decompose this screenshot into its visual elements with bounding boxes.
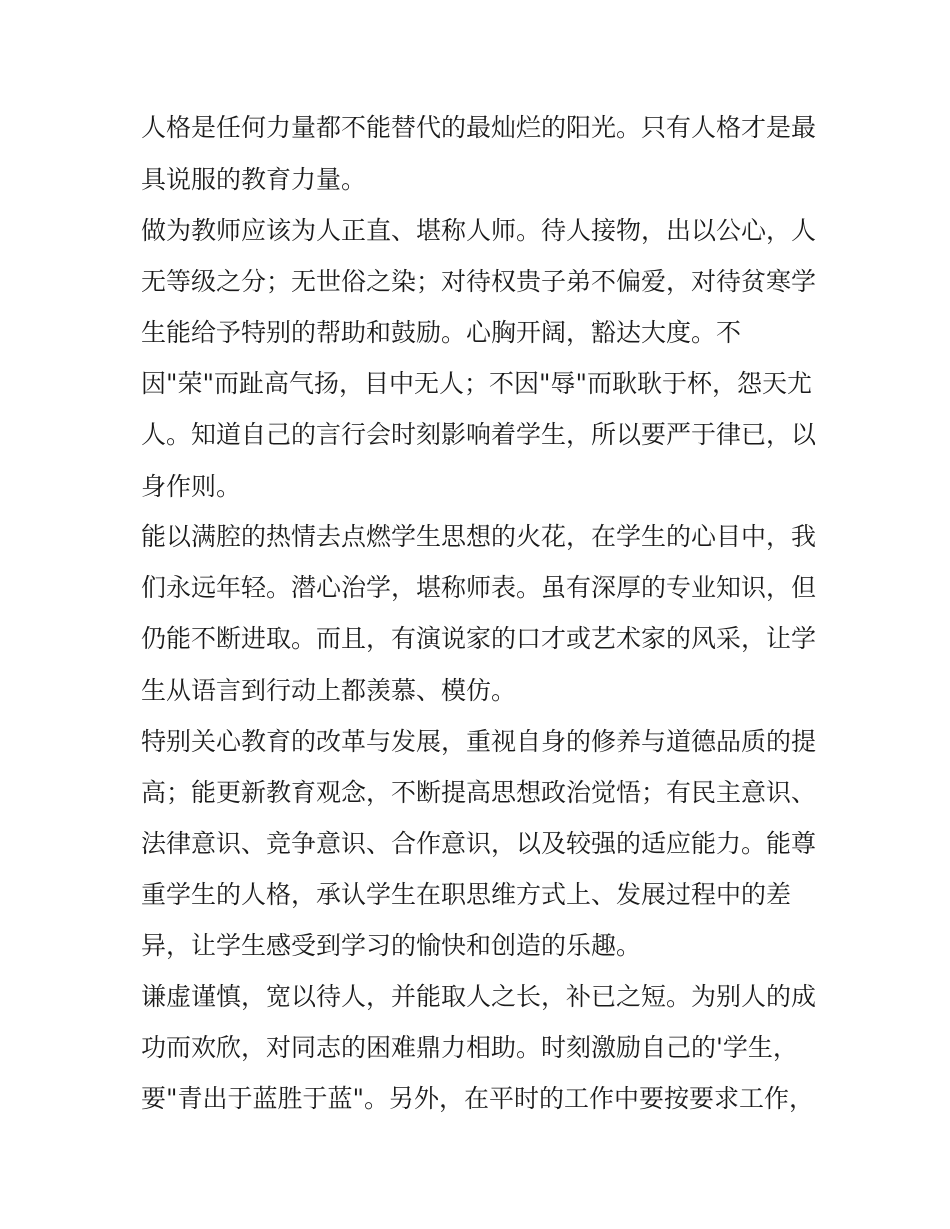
text-line: 谦虚谨慎，宽以待人，并能取人之长，补已之短。为别人的成	[141, 982, 817, 1011]
text-line: 重学生的人格，承认学生在职思维方式上、发展过程中的差	[141, 880, 792, 909]
text-line: 具说服的教育力量。	[141, 165, 367, 194]
text-line: 功而欢欣，对同志的困难鼎力相助。时刻激励自己的'学生，	[141, 1033, 798, 1062]
text-line: 特别关心教育的改革与发展，重视自身的修养与道德品质的提	[141, 727, 817, 756]
text-line: 因"荣"而趾高气扬，目中无人；不因"辱"而耿耿于杯，怨天尤	[141, 369, 812, 398]
text-line: 们永远年轻。潜心治学，堪称师表。虽有深厚的专业知识，但	[141, 573, 817, 602]
text-line: 人格是任何力量都不能替代的最灿烂的阳光。只有人格才是最	[141, 113, 817, 142]
text-line: 身作则。	[141, 472, 242, 501]
text-line: 人。知道自己的言行会时刻影响着学生，所以要严于律已，以	[141, 420, 817, 449]
text-line: 要"青出于蓝胜于蓝"。另外，在平时的工作中要按要求工作，	[141, 1084, 815, 1113]
text-line: 做为教师应该为人正直、堪称人师。待人接物，出以公心，人	[141, 216, 817, 245]
text-line: 无等级之分；无世俗之染；对待权贵子弟不偏爱，对待贫寒学	[141, 267, 817, 296]
text-line: 生从语言到行动上都羡慕、模仿。	[141, 676, 517, 705]
text-line: 仍能不断进取。而且，有演说家的口才或艺术家的风采，让学	[141, 624, 817, 653]
text-line: 异，让学生感受到学习的愉快和创造的乐趣。	[141, 931, 642, 960]
text-line: 生能给予特别的帮助和鼓励。心胸开阔，豁达大度。不	[141, 318, 742, 347]
text-line: 法律意识、竞争意识、合作意识，以及较强的适应能力。能尊	[141, 829, 817, 858]
text-line: 能以满腔的热情去点燃学生思想的火花，在学生的心目中，我	[141, 522, 817, 551]
text-line: 高；能更新教育观念，不断提高思想政治觉悟；有民主意识、	[141, 778, 817, 807]
